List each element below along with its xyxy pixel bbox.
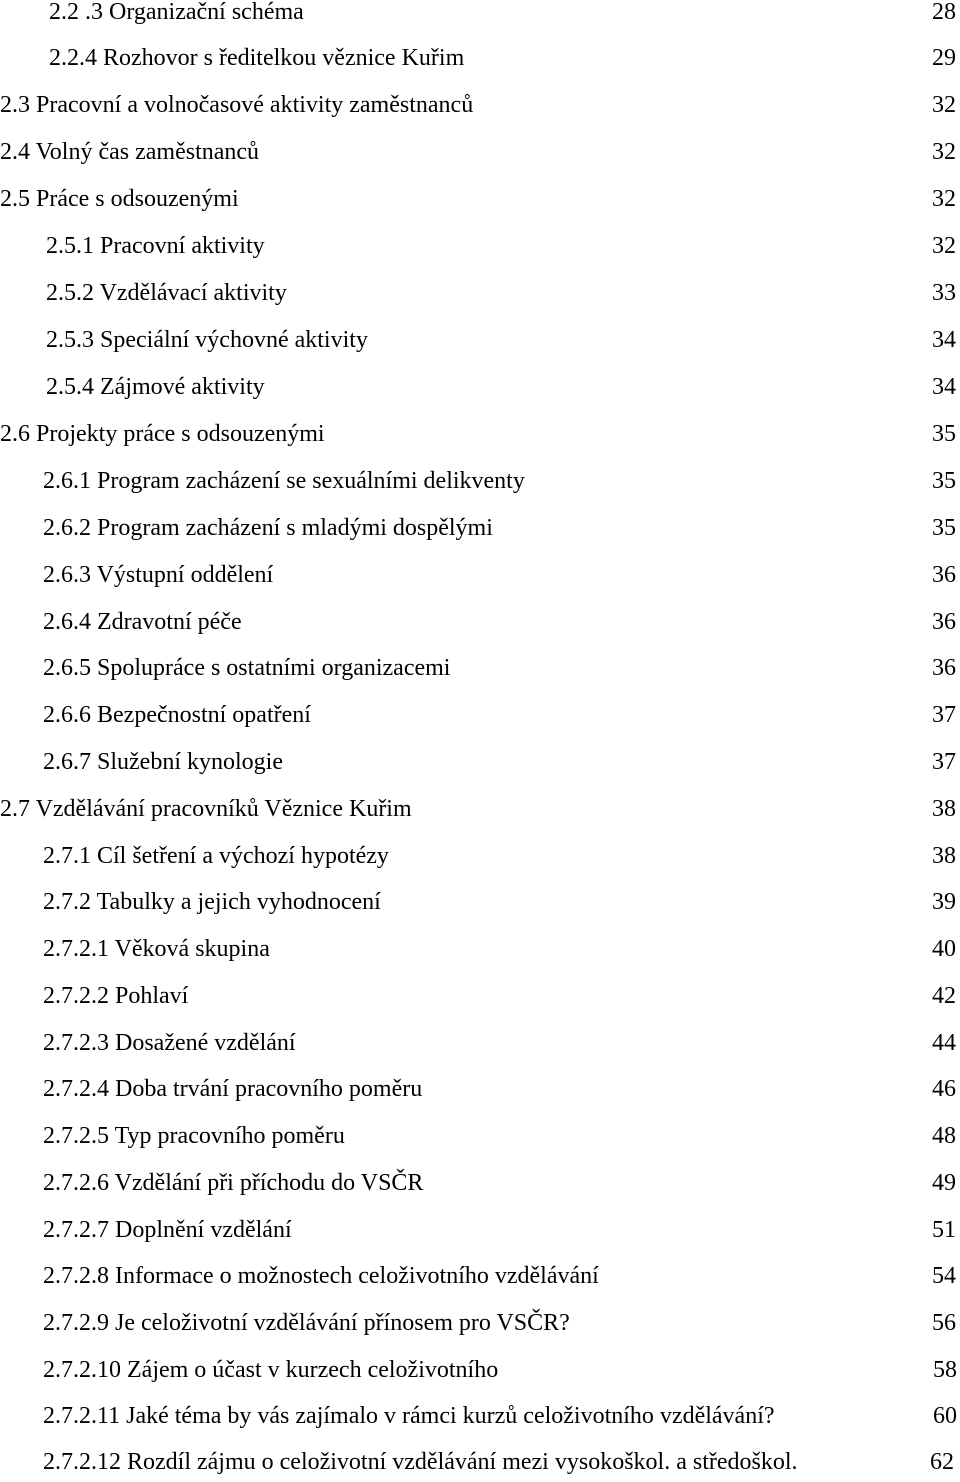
toc-entry-title: 2.7.2.6 Vzdělání při příchodu do VSČR [43, 1170, 424, 1196]
toc-entry-title: 2.7.2.4 Doba trvání pracovního poměru [43, 1076, 423, 1102]
toc-entry [0, 38, 960, 78]
toc-entry-title: 2.7.2.10 Zájem o účast v kurzech celoživotního [43, 1357, 499, 1383]
toc-entry [0, 367, 960, 407]
toc-entry-page: 35 [932, 468, 956, 494]
toc-entry-title: 2.7.2.11 Jaké téma by vás zajímalo v rámci kurzů celoživotního vzdělávání? [43, 1403, 775, 1429]
toc-entry [0, 0, 960, 32]
toc-entry [0, 273, 960, 313]
toc-entry [0, 555, 960, 595]
toc-entry [0, 929, 960, 969]
toc-entry [0, 85, 960, 125]
toc-entry-title: 2.7.2 Tabulky a jejich vyhodnocení [43, 889, 381, 915]
toc-entry [0, 648, 960, 688]
toc-entry [0, 132, 960, 172]
toc-entry-title: 2.7.2.9 Je celoživotní vzdělávání přínosem pro VSČR? [43, 1310, 570, 1336]
toc-entry [0, 1350, 960, 1390]
toc-entry [0, 1116, 960, 1156]
toc-entry-page: 29 [932, 45, 956, 71]
toc-entry-page: 36 [932, 609, 956, 635]
toc-entry-page: 37 [932, 702, 956, 728]
toc-entry [0, 602, 960, 642]
toc-entry-title: 2.5.3 Speciální výchovné aktivity [46, 327, 368, 353]
toc-entry-page: 36 [932, 562, 956, 588]
toc-entry [0, 1442, 960, 1482]
toc-entry-title: 2.7.2.12 Rozdíl zájmu o celoživotní vzdělávání mezi vysokoškol. a středoškol. [43, 1449, 798, 1475]
toc-entry-page: 32 [932, 186, 956, 212]
toc-entry-title: 2.7 Vzdělávání pracovníků Věznice Kuřim [0, 796, 412, 822]
toc-entry-page: 34 [932, 327, 956, 353]
toc-entry-title: 2.6.4 Zdravotní péče [43, 609, 242, 635]
toc-entry-title: 2.7.1 Cíl šetření a výchozí hypotézy [43, 843, 389, 869]
toc-entry-page: 28 [932, 0, 956, 25]
toc-entry-title: 2.6.1 Program zacházení se sexuálními delikventy [43, 468, 525, 494]
toc-entry-title: 2.6 Projekty práce s odsouzenými [0, 421, 325, 447]
toc-entry [0, 1396, 960, 1436]
toc-entry-page: 35 [932, 515, 956, 541]
toc-entry-title: 2.2.4 Rozhovor s ředitelkou věznice Kuřim [49, 45, 465, 71]
toc-entry [0, 414, 960, 454]
toc-entry-page: 38 [932, 843, 956, 869]
toc-entry-title: 2.7.2.7 Doplnění vzdělání [43, 1217, 292, 1243]
toc-entry-page: 60 [933, 1403, 957, 1429]
toc-entry-page: 56 [932, 1310, 956, 1336]
toc-entry-page: 33 [932, 280, 956, 306]
toc-entry-page: 38 [932, 796, 956, 822]
toc-entry-title: 2.5.2 Vzdělávací aktivity [46, 280, 287, 306]
toc-entry-page: 46 [932, 1076, 956, 1102]
toc-entry [0, 320, 960, 360]
toc-entry-page: 36 [932, 655, 956, 681]
toc-entry [0, 179, 960, 219]
toc-entry [0, 1163, 960, 1203]
toc-entry [0, 882, 960, 922]
toc-entry-page: 32 [932, 139, 956, 165]
toc-entry-page: 32 [932, 233, 956, 259]
toc-entry-page: 32 [932, 92, 956, 118]
toc-entry-page: 37 [932, 749, 956, 775]
toc-entry-title: 2.6.7 Služební kynologie [43, 749, 283, 775]
toc-entry [0, 742, 960, 782]
toc-entry-title: 2.6.5 Spolupráce s ostatními organizacemi [43, 655, 451, 681]
toc-entry [0, 508, 960, 548]
toc-entry-title: 2.7.2.8 Informace o možnostech celoživotního vzdělávání [43, 1263, 599, 1289]
toc-entry-page: 42 [932, 983, 956, 1009]
toc-entry-title: 2.6.3 Výstupní oddělení [43, 562, 274, 588]
toc-entry-title: 2.7.2.1 Věková skupina [43, 936, 270, 962]
toc-entry-title: 2.4 Volný čas zaměstnanců [0, 139, 260, 165]
toc-entry [0, 461, 960, 501]
toc-entry [0, 1210, 960, 1250]
toc-entry-title: 2.7.2.2 Pohlaví [43, 983, 189, 1009]
toc-entry [0, 695, 960, 735]
toc-entry [0, 976, 960, 1016]
toc-entry-page: 58 [933, 1357, 957, 1383]
toc-entry-page: 62 [930, 1449, 954, 1475]
toc-entry-title: 2.7.2.3 Dosažené vzdělání [43, 1030, 296, 1056]
toc-entry-page: 39 [932, 889, 956, 915]
toc-entry [0, 1256, 960, 1296]
toc-entry-page: 49 [932, 1170, 956, 1196]
toc-entry-page: 48 [932, 1123, 956, 1149]
toc-entry-title: 2.5 Práce s odsouzenými [0, 186, 239, 212]
toc-entry [0, 836, 960, 876]
toc-entry-title: 2.6.2 Program zacházení s mladými dospělými [43, 515, 493, 541]
toc-entry-page: 35 [932, 421, 956, 447]
toc-entry-page: 51 [932, 1217, 956, 1243]
toc-entry [0, 789, 960, 829]
toc-entry-page: 44 [932, 1030, 956, 1056]
toc-entry-title: 2.7.2.5 Typ pracovního poměru [43, 1123, 345, 1149]
toc-entry-title: 2.5.1 Pracovní aktivity [46, 233, 265, 259]
toc-entry-page: 54 [932, 1263, 956, 1289]
toc-entry-page: 34 [932, 374, 956, 400]
toc-entry-title: 2.3 Pracovní a volnočasové aktivity zaměstnanců [0, 92, 474, 118]
toc-entry [0, 1069, 960, 1109]
toc-entry [0, 1303, 960, 1343]
toc-entry-title: 2.6.6 Bezpečnostní opatření [43, 702, 311, 728]
toc-entry [0, 1023, 960, 1063]
toc-entry [0, 226, 960, 266]
toc-entry-title: 2.2 .3 Organizační schéma [49, 0, 304, 25]
toc-entry-title: 2.5.4 Zájmové aktivity [46, 374, 265, 400]
toc-entry-page: 40 [932, 936, 956, 962]
